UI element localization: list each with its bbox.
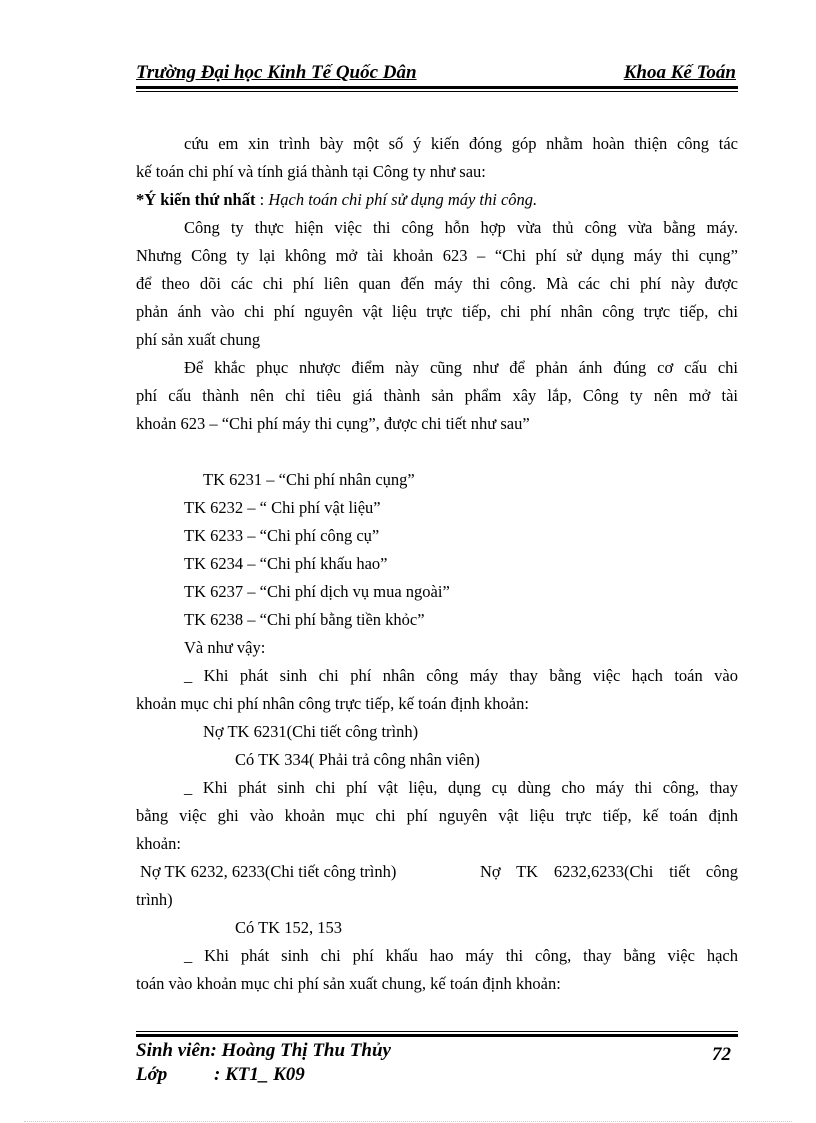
- paragraph-line: Công ty thực hiện việc thi công hỗn hợp vừa thủ công vừa bằng máy.: [184, 218, 738, 237]
- account-item: TK 6234 – “Chi phí khấu hao”: [184, 554, 388, 573]
- journal-credit: Có TK 334( Phải trả công nhân viên): [235, 750, 480, 769]
- journal-credit: Có TK 152, 153: [235, 918, 342, 937]
- footer-student: Sinh viên: Hoàng Thị Thu Thủy: [136, 1040, 391, 1061]
- footer-rule-thin: [136, 1031, 738, 1032]
- paragraph-line: để theo dõi các chi phí liên quan đến máy thi công. Mà các chi phí này được: [136, 274, 738, 293]
- paragraph-line: khoản mục chi phí nhân công trực tiếp, kế toán định khoản:: [136, 694, 529, 713]
- paragraph-line: Để khắc phục nhược điểm này cũng như để phản ánh đúng cơ cấu chi: [184, 358, 738, 377]
- journal-debit: Nợ TK 6232,6233(Chi tiết công: [480, 862, 738, 881]
- paragraph-line: bằng việc ghi vào khoản mục chi phí nguyên vật liệu trực tiếp, kế toán định: [136, 806, 738, 825]
- paragraph-line: Và như vậy:: [184, 638, 266, 657]
- paragraph-line: kế toán chi phí và tính giá thành tại Công ty như sau:: [136, 162, 486, 181]
- idea-separator: :: [255, 190, 269, 209]
- paragraph-line: toán vào khoản mục chi phí sản xuất chung, kế toán định khoản:: [136, 974, 561, 993]
- header-university: Trường Đại học Kinh Tế Quốc Dân: [136, 62, 417, 83]
- footer-class-value: : KT1_ K09: [214, 1064, 305, 1085]
- journal-debit: Nợ TK 6232, 6233(Chi tiết công trình): [140, 862, 397, 881]
- header-faculty: Khoa Kế Toán: [623, 62, 736, 83]
- account-item: TK 6231 – “Chi phí nhân cụng”: [203, 470, 415, 489]
- paragraph-line: Nhưng Công ty lại không mở tài khoản 623 – “Chi phí sử dụng máy thi cụng”: [136, 246, 738, 265]
- paragraph-line: phí sản xuất chung: [136, 330, 261, 349]
- idea-title: Hạch toán chi phí sử dụng máy thi công.: [268, 190, 538, 209]
- paragraph-line: khoản:: [136, 834, 181, 853]
- paragraph-line: cứu em xin trình bày một số ý kiến đóng góp nhằm hoàn thiện công tác: [184, 134, 738, 153]
- paragraph-line: phí cấu thành nên chỉ tiêu giá thành sản phẩm xây lắp, Công ty nên mở tài: [136, 386, 738, 405]
- footer-rule: [136, 1034, 738, 1037]
- header-rule: [136, 86, 738, 89]
- journal-debit: Nợ TK 6231(Chi tiết công trình): [203, 722, 419, 741]
- account-item: TK 6237 – “Chi phí dịch vụ mua ngoài”: [184, 582, 450, 601]
- paragraph-line: _ Khi phát sinh chi phí vật liệu, dụng cụ dùng cho máy thi công, thay: [184, 778, 738, 797]
- footer-class-label: Lớp: [136, 1064, 168, 1085]
- header-rule-thin: [136, 91, 738, 92]
- account-item: TK 6238 – “Chi phí bằng tiền khỏc”: [184, 610, 425, 629]
- account-item: TK 6233 – “Chi phí công cụ”: [184, 526, 380, 545]
- page-number: 72: [712, 1044, 731, 1065]
- paragraph-line: _ Khi phát sinh chi phí nhân công máy thay bằng việc hạch toán vào: [184, 666, 738, 685]
- paragraph-line: khoản 623 – “Chi phí máy thi cụng”, được chi tiết như sau”: [136, 414, 530, 433]
- paragraph-line: phản ánh vào chi phí nguyên vật liệu trực tiếp, chi phí nhân công trực tiếp, chi: [136, 302, 738, 321]
- paragraph-line: _ Khi phát sinh chi phí khấu hao máy thi công, thay bằng việc hạch: [184, 946, 738, 965]
- page-edge: [24, 1121, 792, 1122]
- idea-label: *Ý kiến thứ nhất: [136, 190, 256, 209]
- idea-heading: [136, 190, 537, 210]
- journal-debit-continued: trình): [136, 890, 173, 909]
- account-item: TK 6232 – “ Chi phí vật liệu”: [184, 498, 381, 517]
